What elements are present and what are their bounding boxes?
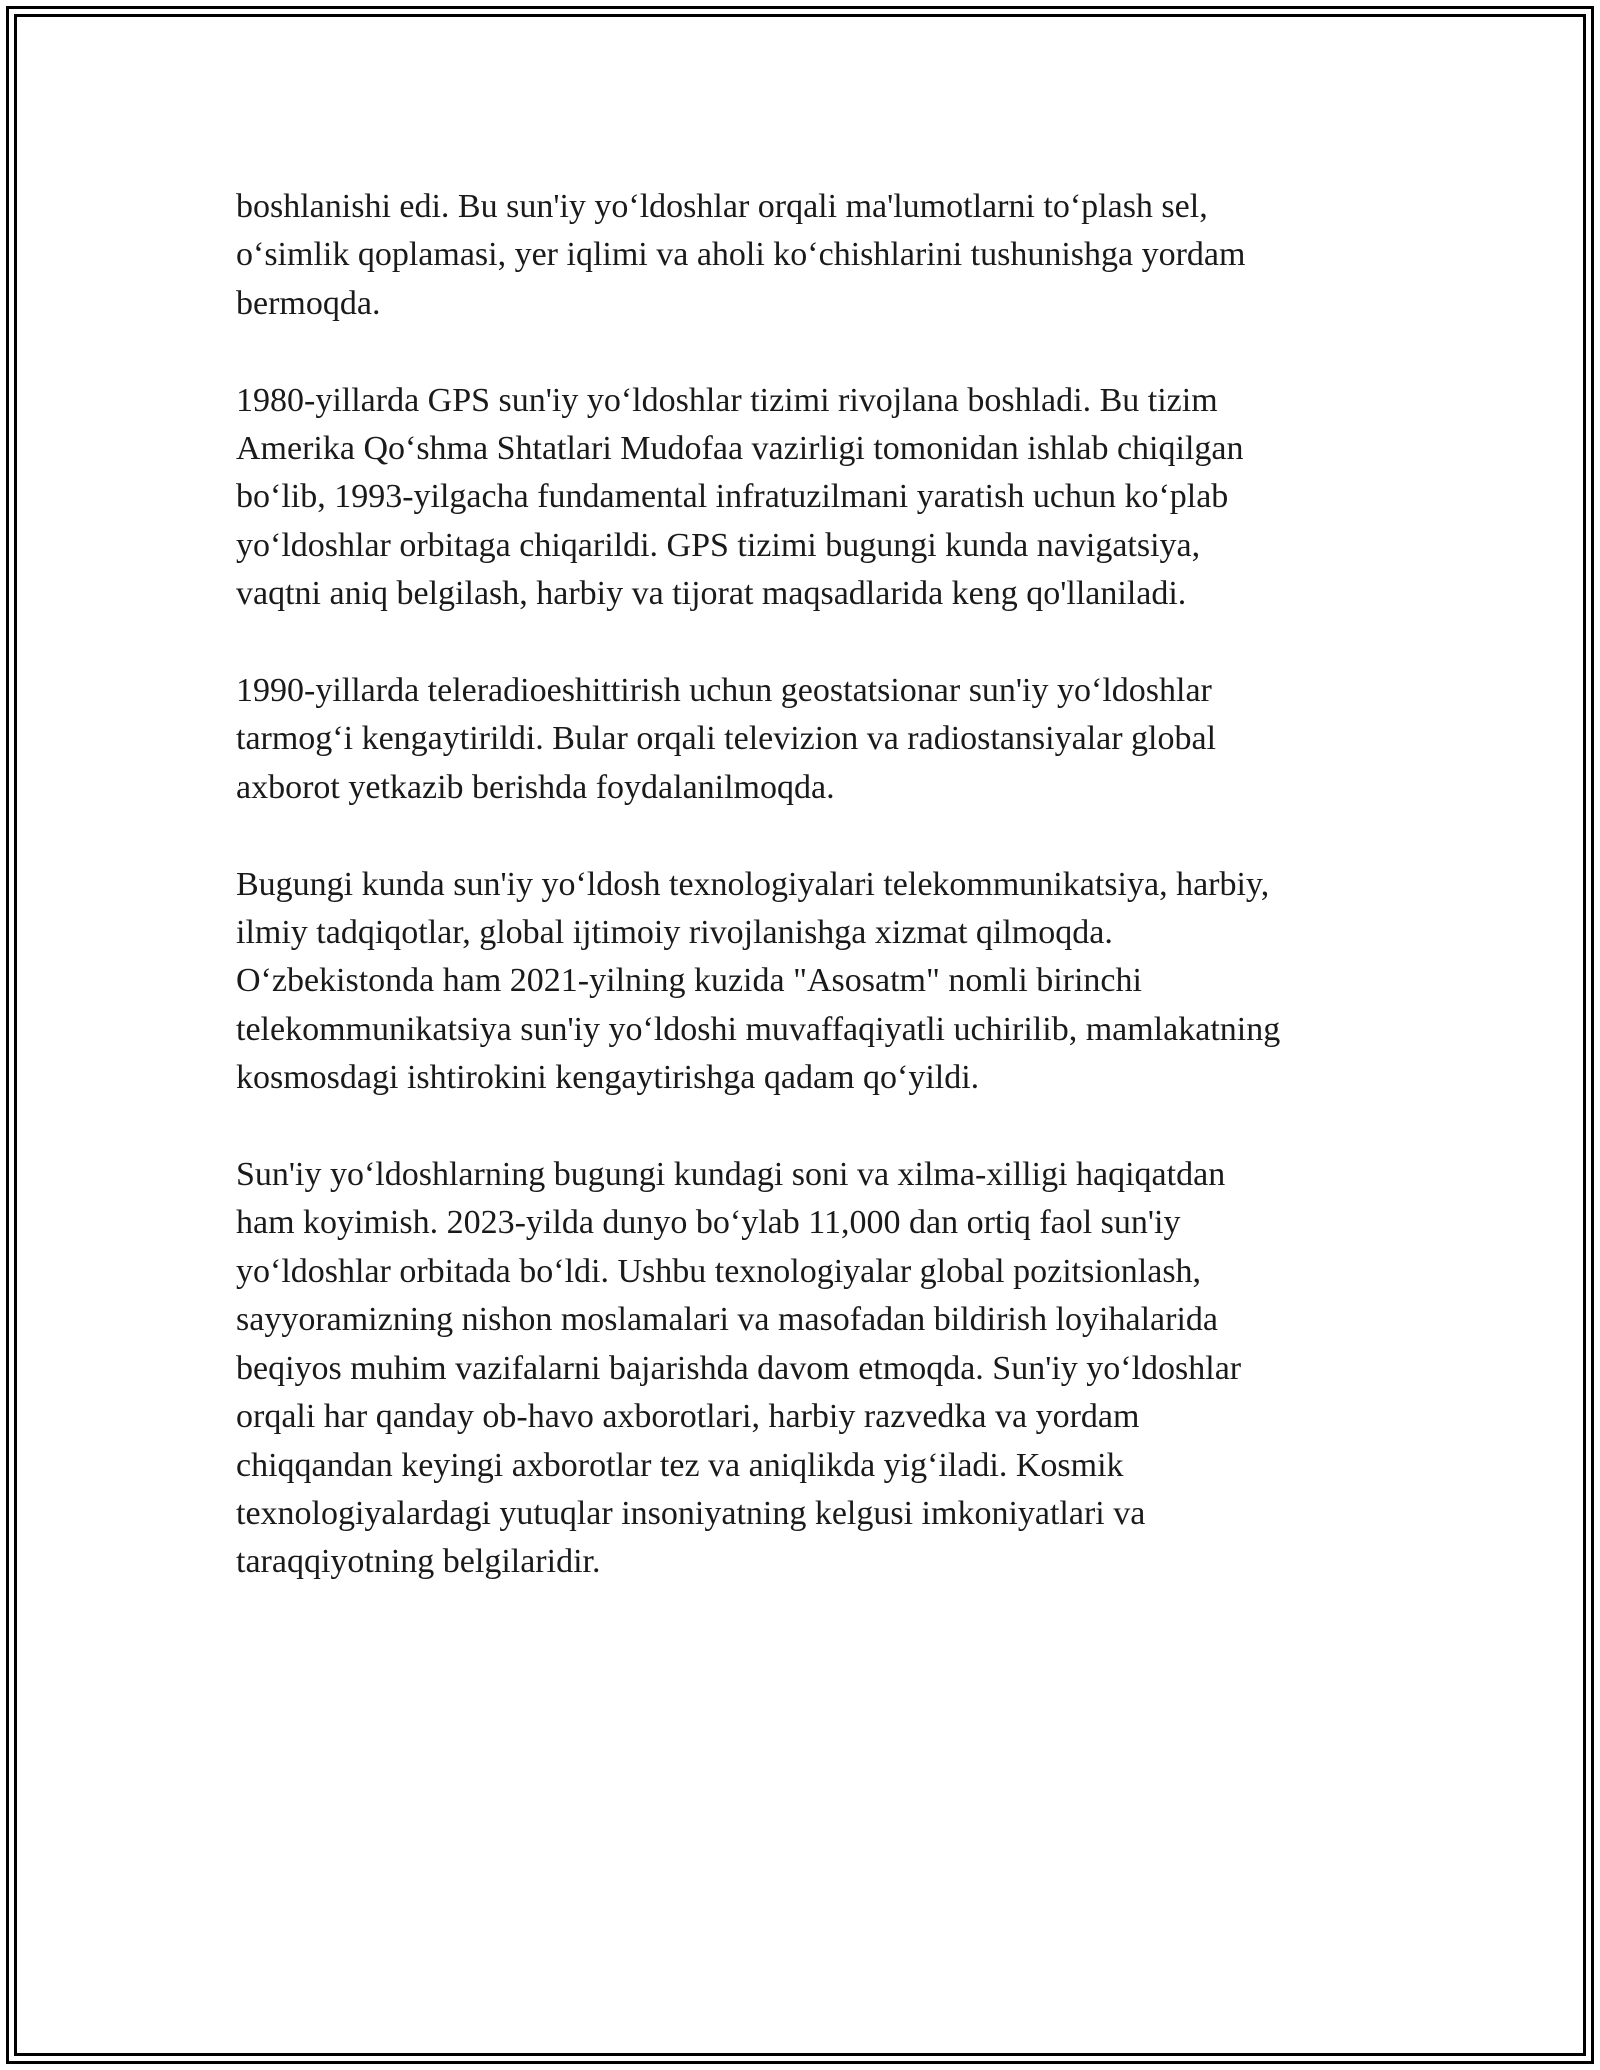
text-line: bo‘lib, 1993-yilgacha fundamental infratuzilmani yaratish uchun ko‘plab bbox=[236, 478, 1229, 516]
text-line: ham koyimish. 2023-yilda dunyo bo‘ylab 11,000 dan ortiq faol sun'iy bbox=[236, 1204, 1181, 1242]
text-line: yo‘ldoshlar orbitada bo‘ldi. Ushbu texnologiyalar global pozitsionlash, bbox=[236, 1252, 1202, 1290]
text-line: tarmog‘i kengaytirildi. Bular orqali televizion va radiostansiyalar global bbox=[236, 720, 1217, 758]
text-line: Sun'iy yo‘ldoshlarning bugungi kundagi soni va xilma-xilligi haqiqatdan bbox=[236, 1156, 1226, 1194]
paragraph-1 bbox=[236, 183, 1386, 328]
text-line: vaqtni aniq belgilash, harbiy va tijorat maqsadlarida keng qo'llaniladi. bbox=[236, 575, 1187, 613]
text-line: bermoqda. bbox=[236, 284, 381, 322]
text-line: telekommunikatsiya sun'iy yo‘ldoshi muvaffaqiyatli uchirilib, mamlakatning bbox=[236, 1010, 1281, 1048]
text-line: 1980-yillarda GPS sun'iy yo‘ldoshlar tizimi rivojlana boshladi. Bu tizim bbox=[236, 381, 1218, 419]
text-line: Amerika Qo‘shma Shtatlari Mudofaa vazirligi tomonidan ishlab chiqilgan bbox=[236, 430, 1244, 468]
paragraph-2 bbox=[236, 377, 1386, 619]
text-line: beqiyos muhim vazifalarni bajarishda davom etmoqda. Sun'iy yo‘ldoshlar bbox=[236, 1349, 1242, 1387]
paragraph-4 bbox=[236, 861, 1386, 1103]
text-line: kosmosdagi ishtirokini kengaytirishga qadam qo‘yildi. bbox=[236, 1059, 980, 1097]
text-line: ilmiy tadqiqotlar, global ijtimoiy rivojlanishga xizmat qilmoqda. bbox=[236, 914, 1113, 952]
text-line: orqali har qanday ob-havo axborotlari, harbiy razvedka va yordam bbox=[236, 1398, 1140, 1436]
text-line: Bugungi kunda sun'iy yo‘ldosh texnologiyalari telekommunikatsiya, harbiy, bbox=[236, 865, 1270, 903]
text-line: texnologiyalardagi yutuqlar insoniyatning kelgusi imkoniyatlari va bbox=[236, 1494, 1146, 1532]
text-line: yo‘ldoshlar orbitaga chiqarildi. GPS tizimi bugungi kunda navigatsiya, bbox=[236, 526, 1201, 564]
text-line: chiqqandan keyingi axborotlar tez va aniqlikda yig‘iladi. Kosmik bbox=[236, 1446, 1124, 1484]
text-line: 1990-yillarda teleradioeshittirish uchun geostatsionar sun'iy yo‘ldoshlar bbox=[236, 672, 1212, 710]
text-line: boshlanishi edi. Bu sun'iy yo‘ldoshlar orqali ma'lumotlarni to‘plash sel, bbox=[236, 188, 1208, 225]
document-body bbox=[236, 183, 1386, 1635]
text-line: sayyoramizning nishon moslamalari va masofadan bildirish loyihalarida bbox=[236, 1301, 1218, 1339]
paragraph-5 bbox=[236, 1151, 1386, 1587]
text-line: axborot yetkazib berishda foydalanilmoqda. bbox=[236, 768, 835, 806]
paragraph-3 bbox=[236, 667, 1386, 812]
text-line: O‘zbekistonda ham 2021-yilning kuzida "Asosatm" nomli birinchi bbox=[236, 962, 1142, 1000]
text-line: taraqqiyotning belgilaridir. bbox=[236, 1543, 601, 1581]
text-line: o‘simlik qoplamasi, yer iqlimi va aholi ko‘chishlarini tushunishga yordam bbox=[236, 236, 1246, 274]
